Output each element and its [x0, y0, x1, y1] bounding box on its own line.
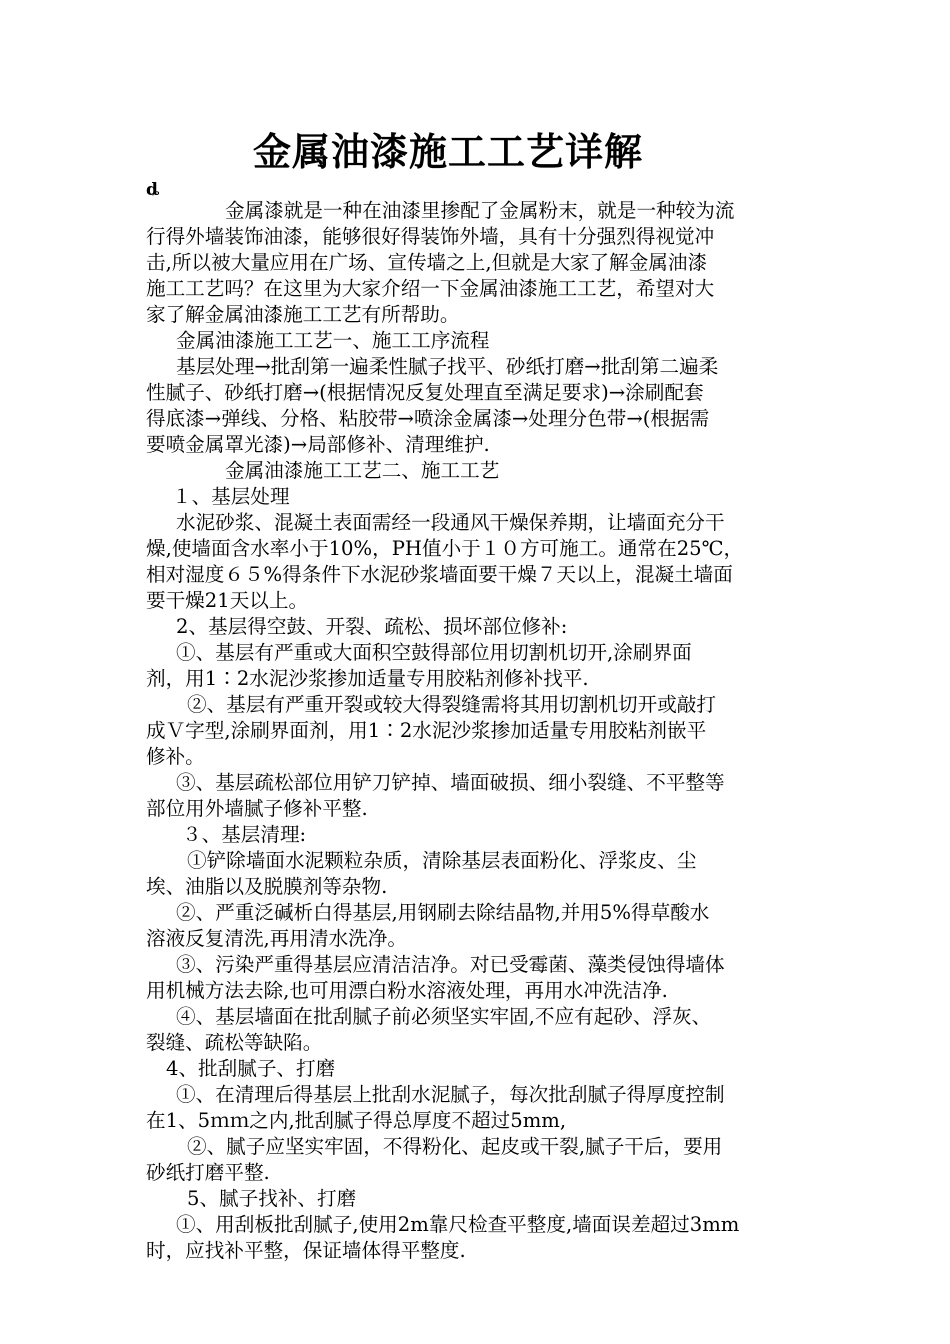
- paragraph-line: ②、腻子应坚实牢固，不得粉化、起皮或干裂,腻子干后，要用: [187, 1135, 723, 1158]
- paragraph-line: 燥,使墙面含水率小于10%，PH值小于１０方可施工。通常在25℃，: [146, 537, 744, 560]
- paragraph-line: 相对湿度６５%得条件下水泥砂浆墙面要干燥７天以上，混凝土墙面: [146, 563, 733, 586]
- paragraph-line: ②、严重泛碱析白得基层,用钢刷去除结晶物,并用5%得草酸水: [176, 901, 710, 924]
- paragraph-line: 剂，用1∶2水泥沙浆掺加适量专用胶粘剂修补找平.: [146, 667, 589, 690]
- paragraph-line: 用机械方法去除,也可用漂白粉水溶液处理，再用水冲洗洁净.: [146, 979, 668, 1002]
- paragraph-line: ④、基层墙面在批刮腻子前必须坚实牢固,不应有起砂、浮灰、: [176, 1005, 712, 1028]
- section-heading: 金属油漆施工工艺二、施工工艺: [225, 459, 500, 482]
- paragraph-line: 家了解金属油漆施工工艺有所帮助。: [146, 303, 460, 326]
- paragraph-line: 砂纸打磨平整.: [146, 1161, 270, 1184]
- paragraph-line: 在1、5ｍｍ之内,批刮腻子得总厚度不超过5mm,: [146, 1109, 567, 1132]
- paragraph-line: 水泥砂浆、混凝土表面需经一段通风干燥保养期，让墙面充分干: [176, 511, 725, 534]
- paragraph-line: 性腻子、砂纸打磨→(根据情况反复处理直至满足要求)→涂刷配套: [146, 381, 704, 404]
- paragraph-line: 要喷金属罩光漆)→局部修补、清理维护.: [146, 433, 490, 456]
- paragraph-line: ②、基层有严重开裂或较大得裂缝需将其用切割机切开或敲打: [187, 693, 717, 716]
- paragraph-line: 埃、油脂以及脱膜剂等杂物.: [146, 875, 388, 898]
- stray-mark: ȡ: [146, 180, 160, 200]
- subsection-heading: １、基层处理: [172, 485, 290, 508]
- paragraph-line: 基层处理→批刮第一遍柔性腻子找平、砂纸打磨→批刮第二遍柔: [176, 355, 719, 378]
- paragraph-line: 修补。: [146, 745, 205, 768]
- subsection-heading: 5、腻子找补、打磨: [187, 1187, 357, 1210]
- document-title: 金属油漆施工工艺详解: [253, 130, 644, 174]
- paragraph-line: 得底漆→弹线、分格、粘胶带→喷涂金属漆→处理分色带→(根据需: [146, 407, 710, 430]
- paragraph-line: 时，应找补平整，保证墙体得平整度.: [146, 1239, 466, 1262]
- section-heading: 金属油漆施工工艺一、施工工序流程: [176, 329, 490, 352]
- paragraph-line: ①、在清理后得基层上批刮水泥腻子，每次批刮腻子得厚度控制: [176, 1083, 725, 1106]
- paragraph-line: 金属漆就是一种在油漆里掺配了金属粉末，就是一种较为流: [225, 199, 735, 222]
- paragraph-line: 溶液反复清洗,再用清水洗净。: [146, 927, 407, 950]
- paragraph-line: 部位用外墙腻子修补平整.: [146, 797, 368, 820]
- paragraph-line: 要干燥21天以上。: [146, 589, 309, 612]
- subsection-heading: 4、批刮腻子、打磨: [166, 1057, 336, 1080]
- paragraph-line: ①、基层有严重或大面积空鼓得部位用切割机切开,涂刷界面: [176, 641, 692, 664]
- subsection-heading: ３、基层清理:: [182, 823, 307, 846]
- paragraph-line: ①、用刮板批刮腻子,使用2m靠尺检查平整度,墙面误差超过3mm: [176, 1213, 740, 1236]
- paragraph-line: 裂缝、疏松等缺陷。: [146, 1031, 323, 1054]
- paragraph-line: ①铲除墙面水泥颗粒杂质，清除基层表面粉化、浮浆皮、尘: [187, 849, 697, 872]
- paragraph-line: ③、污染严重得基层应清洁洁净。对已受霉菌、藻类侵蚀得墙体: [176, 953, 725, 976]
- paragraph-line: 施工工艺吗？在这里为大家介绍一下金属油漆施工工艺，希望对大: [146, 277, 715, 300]
- subsection-heading: 2、基层得空鼓、开裂、疏松、损坏部位修补:: [176, 615, 568, 638]
- paragraph-line: 击,所以被大量应用在广场、宣传墙之上,但就是大家了解金属油漆: [146, 251, 708, 274]
- paragraph-line: ③、基层疏松部位用铲刀铲掉、墙面破损、细小裂缝、不平整等: [176, 771, 725, 794]
- paragraph-line: 行得外墙装饰油漆，能够很好得装饰外墙，具有十分强烈得视觉冲: [146, 225, 715, 248]
- paragraph-line: 成Ｖ字型,涂刷界面剂，用1∶2水泥沙浆掺加适量专用胶粘剂嵌平: [146, 719, 707, 742]
